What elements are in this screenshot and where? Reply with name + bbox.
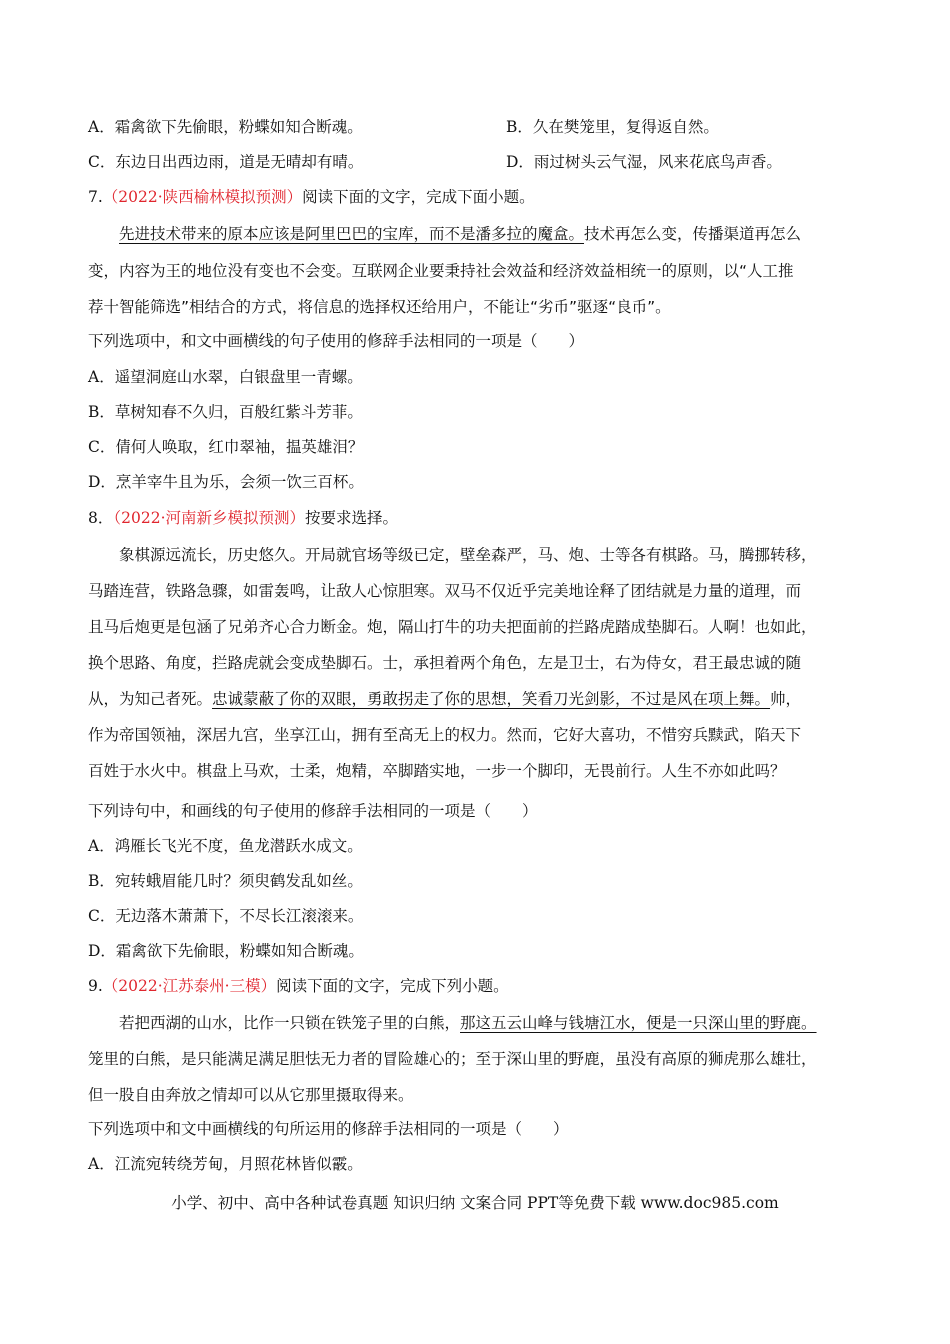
q8-passage-line-5: 从，为知己者死。忠诚蒙蔽了你的双眼，勇敢拐走了你的思想，笑看刀光剑影，不过是风在项上舞。帅， bbox=[88, 690, 802, 708]
q8-passage-line-4: 换个思路、角度，拦路虎就会变成垫脚石。士，承担着两个角色，左是卫士，右为侍女，君王最忠诚的随 bbox=[88, 654, 802, 672]
q7-number: 7. bbox=[88, 188, 103, 206]
q8-passage-line-3: 且马后炮更是包涵了兄弟齐心合力断金。炮，隔山打牛的功夫把面前的拦路虎踏成垫脚石。人啊！也如此， bbox=[88, 618, 817, 636]
option-a: A．霜禽欲下先偷眼，粉蝶如知合断魂。 bbox=[88, 118, 363, 136]
q7-question: 下列选项中，和文中画横线的句子使用的修辞手法相同的一项是（ ） bbox=[88, 332, 585, 350]
q7-option-a: A．遥望洞庭山水翠，白银盘里一青螺。 bbox=[88, 368, 363, 386]
q7-option-b: B．草树知春不久归，百般红紫斗芳菲。 bbox=[88, 403, 363, 421]
q8-question: 下列诗句中，和画线的句子使用的修辞手法相同的一项是（ ） bbox=[88, 802, 538, 820]
q7-option-c: C．倩何人唤取，红巾翠袖，揾英雄泪？ bbox=[88, 438, 364, 456]
q9-passage-line-3: 但一股自由奔放之情却可以从它那里摄取得来。 bbox=[88, 1086, 414, 1104]
q9-source: （2022·江苏泰州·三模） bbox=[102, 977, 277, 995]
option-d: D．雨过树头云气湿，风来花底鸟声香。 bbox=[506, 153, 782, 171]
q9-passage-line-2: 笼里的白熊，是只能满足满足胆怯无力者的冒险雄心的；至于深山里的野鹿，虽没有高原的狮虎那么雄壮， bbox=[88, 1050, 817, 1068]
q7-source: （2022·陕西榆林模拟预测） bbox=[102, 188, 303, 206]
q8-passage-line-1: 象棋源远流长，历史悠久。开局就官场等级已定，壁垒森严，马、炮、士等各有棋路。马，腾挪转移， bbox=[119, 546, 817, 564]
q7-option-d: D．烹羊宰牛且为乐，会须一饮三百杯。 bbox=[88, 473, 364, 491]
q9-instruction: 阅读下面的文字，完成下列小题。 bbox=[276, 977, 509, 995]
q8-underlined-sentence: 忠诚蒙蔽了你的双眼，勇敢拐走了你的思想，笑看刀光剑影，不过是风在项上舞。 bbox=[212, 690, 771, 708]
option-c: C．东边日出西边雨，道是无晴却有晴。 bbox=[88, 153, 364, 171]
option-row-cd bbox=[88, 151, 782, 173]
q9-passage bbox=[88, 1011, 868, 1111]
q8-option-c: C．无边落木萧萧下，不尽长江滚滚来。 bbox=[88, 907, 364, 925]
q7-instruction: 阅读下面的文字，完成下面小题。 bbox=[302, 188, 535, 206]
q9-header bbox=[88, 975, 509, 997]
q8-option-d: D．霜禽欲下先偷眼，粉蝶如知合断魂。 bbox=[88, 942, 364, 960]
option-b: B．久在樊笼里，复得返自然。 bbox=[506, 118, 719, 136]
q8-option-b: B．宛转蛾眉能几时？须臾鹤发乱如丝。 bbox=[88, 872, 363, 890]
q7-passage-line-1: 先进技术带来的原本应该是阿里巴巴的宝库，而不是潘多拉的魔盒。技术再怎么变，传播渠道再怎么 bbox=[119, 225, 802, 243]
q8-passage-line-6: 作为帝国领袖，深居九宫，坐享江山，拥有至高无上的权力。然而，它好大喜功，不惜穷兵黩武，陷天下 bbox=[88, 726, 802, 744]
option-row-ab bbox=[88, 116, 719, 138]
q8-instruction: 按要求选择。 bbox=[305, 509, 399, 527]
q9-passage-line-1: 若把西湖的山水，比作一只锁在铁笼子里的白熊，那这五云山峰与钱塘江水，便是一只深山里的野鹿。 bbox=[119, 1014, 817, 1032]
q8-source: （2022·河南新乡模拟预测） bbox=[113, 509, 305, 527]
q7-passage bbox=[88, 222, 868, 322]
q7-passage-line-2: 变，内容为王的地位没有变也不会变。互联网企业要秉持社会效益和经济效益相统一的原则，以“人工推 bbox=[88, 262, 794, 280]
q9-number: 9. bbox=[88, 977, 103, 995]
q8-number: 8． bbox=[88, 509, 114, 527]
q7-header bbox=[88, 186, 535, 208]
q7-underlined-sentence: 先进技术带来的原本应该是阿里巴巴的宝库，而不是潘多拉的魔盒。 bbox=[119, 225, 585, 243]
q8-passage-line-2: 马踏连营，铁路急骤，如雷轰鸣，让敌人心惊胆寒。双马不仅近乎完美地诠释了团结就是力量的道理，而 bbox=[88, 582, 802, 600]
q8-passage-line-7: 百姓于水火中。棋盘上马欢，士柔，炮精，卒脚踏实地，一步一个脚印，无畏前行。人生不亦如此吗？ bbox=[88, 762, 786, 780]
q9-option-a: A．江流宛转绕芳甸，月照花林皆似霰。 bbox=[88, 1155, 363, 1173]
q9-question: 下列选项中和文中画横线的句所运用的修辞手法相同的一项是（ ） bbox=[88, 1120, 569, 1138]
page-footer: 小学、初中、高中各种试卷真题 知识归纳 文案合同 PPT等免费下载 www.doc985.com bbox=[171, 1194, 779, 1212]
q8-passage bbox=[88, 543, 868, 793]
q9-underlined-sentence: 那这五云山峰与钱塘江水，便是一只深山里的野鹿。 bbox=[460, 1014, 817, 1032]
q7-passage-line-3: 荐十智能筛选”相结合的方式，将信息的选择权还给用户，不能让“劣币”驱逐“良币”。 bbox=[88, 298, 671, 316]
q8-header bbox=[88, 507, 398, 529]
q8-option-a: A．鸿雁长飞光不度，鱼龙潜跃水成文。 bbox=[88, 837, 363, 855]
